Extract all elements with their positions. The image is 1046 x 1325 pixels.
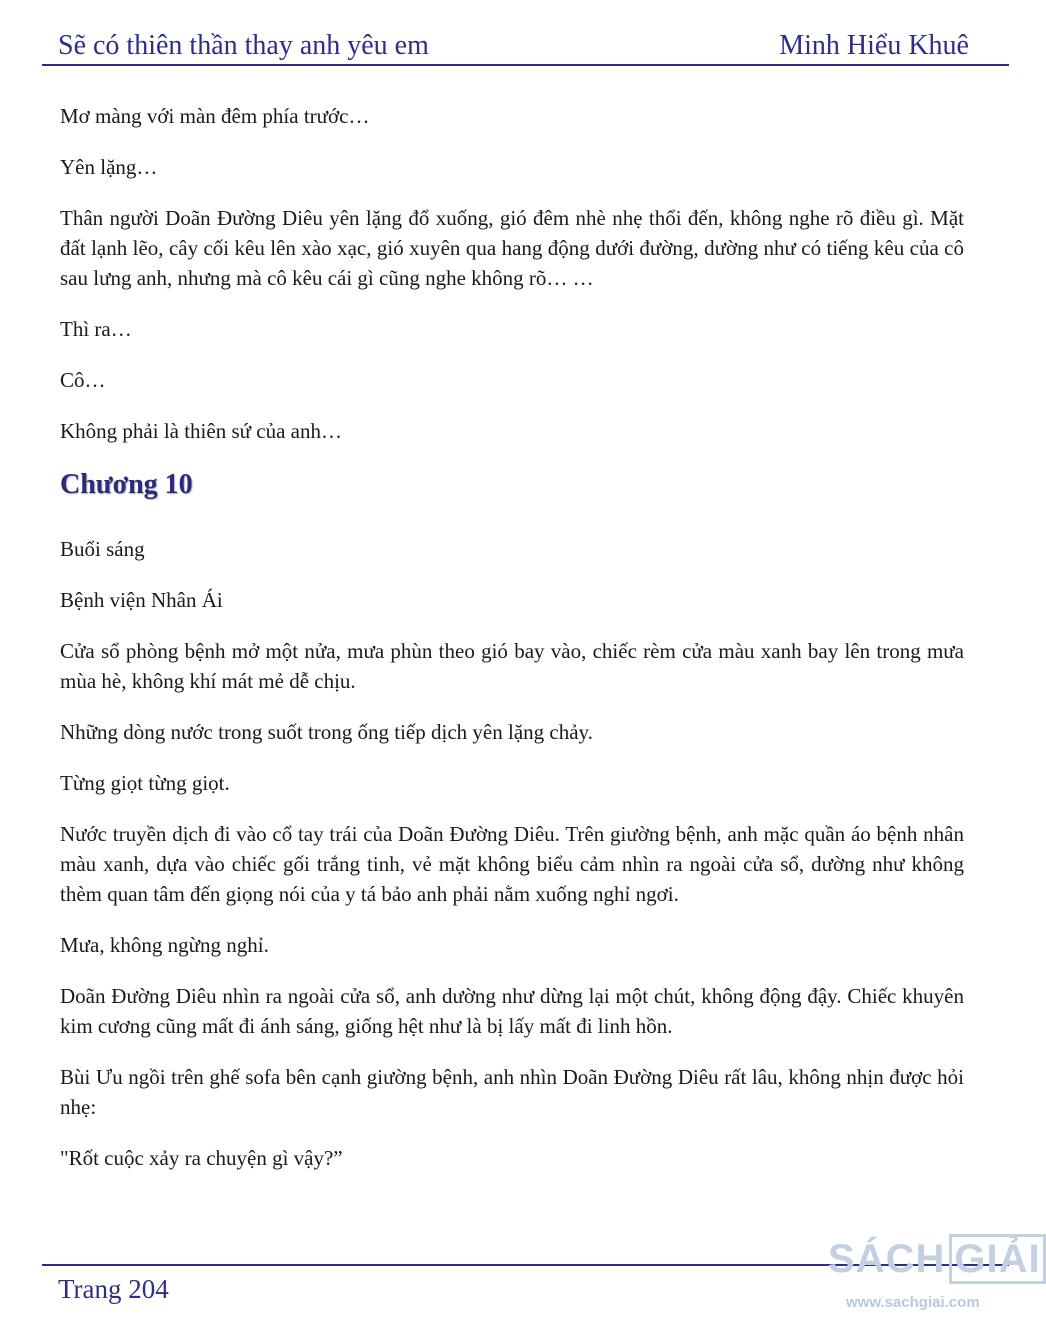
watermark-logo [828,1234,1046,1284]
paragraph: Thân người Doãn Đường Diêu yên lặng đổ xuống, gió đêm nhè nhẹ thổi đến, không nghe rõ điều gì. Mặt đất lạnh lẽo, cây cối kêu lên xào xạc, gió xuyên qua hang động dưới đường, dường như có tiếng kêu của cô sau lưng anh, nhưng mà cô kêu cái gì cũng nghe không rõ… … [60,206,964,290]
paragraph: Bệnh viện Nhân Ái [60,588,223,612]
book-author: Minh Hiểu Khuê [779,30,969,61]
paragraph: Từng giọt từng giọt. [60,771,230,795]
paragraph: Những dòng nước trong suốt trong ống tiếp dịch yên lặng chảy. [60,720,593,744]
chapter-heading: Chương 10 [60,469,193,500]
page-header [58,22,969,62]
page-body [60,101,964,1194]
paragraph: Mưa, không ngừng nghỉ. [60,933,269,957]
header-divider [42,64,1009,66]
paragraph: Mơ màng với màn đêm phía trước… [60,104,370,128]
paragraph: "Rốt cuộc xảy ra chuyện gì vậy?” [60,1146,343,1170]
watermark-logo-box: GIẢI [949,1234,1045,1284]
paragraph: Buổi sáng [60,537,145,561]
watermark-logo-text: SÁCH [828,1236,946,1281]
paragraph: Yên lặng… [60,155,158,179]
paragraph: Thì ra… [60,317,132,341]
book-title: Sẽ có thiên thần thay anh yêu em [58,30,429,61]
paragraph: Doãn Đường Diêu nhìn ra ngoài cửa sổ, anh dường như dừng lại một chút, không động đậy. Chiếc khuyên kim cương cũng mất đi ánh sáng, giống hệt như là bị lấy mất đi linh hồn. [60,984,964,1038]
watermark [816,1232,1041,1316]
paragraph: Cửa sổ phòng bệnh mở một nửa, mưa phùn theo gió bay vào, chiếc rèm cửa màu xanh bay lên trong mưa mùa hè, không khí mát mẻ dễ chịu. [60,639,964,693]
paragraph: Nước truyền dịch đi vào cổ tay trái của Doãn Đường Diêu. Trên giường bệnh, anh mặc quần áo bệnh nhân màu xanh, dựa vào chiếc gối trắng tinh, vẻ mặt không biểu cảm nhìn ra ngoài cửa sổ, dường như không thèm quan tâm đến giọng nói của y tá bảo anh phải nằm xuống nghỉ ngơi. [60,822,964,906]
page-number: Trang 204 [58,1274,169,1304]
paragraph: Bùi Ưu ngồi trên ghế sofa bên cạnh giường bệnh, anh nhìn Doãn Đường Diêu rất lâu, không nhịn được hỏi nhẹ: [60,1065,964,1119]
watermark-url: www.sachgiai.com [846,1294,980,1311]
paragraph: Cô… [60,368,106,392]
paragraph: Không phải là thiên sứ của anh… [60,419,342,443]
